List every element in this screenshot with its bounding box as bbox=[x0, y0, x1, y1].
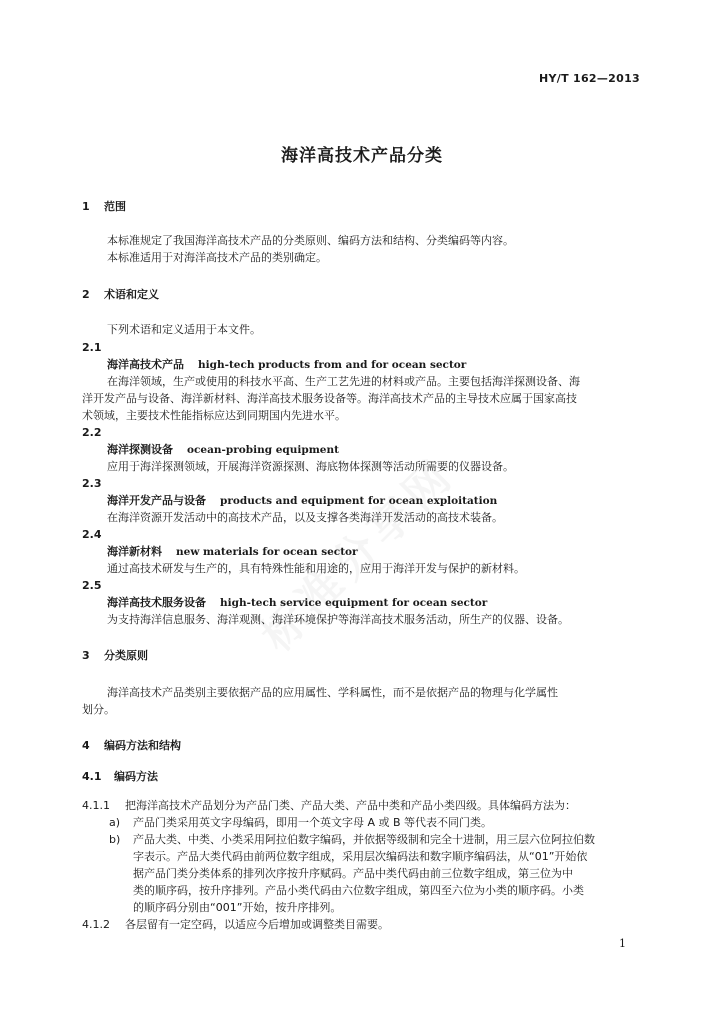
section-number: 3 bbox=[82, 649, 90, 662]
definition-line: 应用于海洋探测领域，开展海洋资源探测、海底物体探测等活动所需要的仪器设备。 bbox=[107, 460, 514, 473]
term-title bbox=[107, 594, 487, 612]
list-item: 产品门类采用英文字母编码，即用一个英文字母 A 或 B 等代表不同门类。 bbox=[133, 816, 493, 829]
subsection-number: 4.1 bbox=[82, 770, 102, 783]
term-en: ocean-probing equipment bbox=[187, 444, 339, 456]
section-heading: 术语和定义 bbox=[104, 288, 159, 301]
paragraph: 海洋高技术产品类别主要依据产品的应用属性、学科属性，而不是依据产品的物理与化学属性 bbox=[107, 686, 558, 699]
subsection-heading: 编码方法 bbox=[114, 770, 158, 783]
section-number: 1 bbox=[82, 200, 90, 213]
term-en: new materials for ocean sector bbox=[176, 546, 358, 558]
term-en: high-tech service equipment for ocean sector bbox=[220, 597, 488, 609]
term-number: 2.5 bbox=[82, 579, 102, 592]
paragraph: 本标准适用于对海洋高技术产品的类别确定。 bbox=[107, 251, 327, 264]
section-heading: 分类原则 bbox=[104, 649, 148, 662]
clause-number: 4.1.1 bbox=[82, 799, 110, 812]
term-number: 2.2 bbox=[82, 426, 102, 439]
clause-text: 各层留有一定空码，以适应今后增加或调整类目需要。 bbox=[125, 918, 389, 931]
paragraph: 划分。 bbox=[82, 703, 115, 716]
section-heading: 范围 bbox=[104, 200, 126, 213]
list-item: 产品大类、中类、小类采用阿拉伯数字编码，并依据等级制和完全十进制，用三层六位阿拉伯数 bbox=[133, 833, 595, 846]
paragraph: 本标准规定了我国海洋高技术产品的分类原则、编码方法和结构、分类编码等内容。 bbox=[107, 234, 514, 247]
definition-line: 为支持海洋信息服务、海洋观测、海洋环境保护等海洋高技术服务活动，所生产的仪器、设备。 bbox=[107, 613, 569, 626]
page-number: 1 bbox=[619, 937, 626, 950]
term-number: 2.3 bbox=[82, 477, 102, 490]
definition-line: 在海洋领域，生产或使用的科技水平高、生产工艺先进的材料或产品。主要包括海洋探测设备、海 bbox=[107, 375, 580, 388]
list-item: 类的顺序码，按升序排列。产品小类代码由六位数字组成，第四至六位为小类的顺序码。小类 bbox=[133, 884, 584, 897]
definition-line: 术领域，主要技术性能指标应达到同期国内先进水平。 bbox=[82, 409, 346, 422]
clause-number: 4.1.2 bbox=[82, 918, 110, 931]
term-title bbox=[107, 356, 466, 374]
term-cn: 海洋高技术产品 bbox=[107, 358, 184, 371]
term-title bbox=[107, 492, 497, 510]
term-number: 2.1 bbox=[82, 341, 102, 354]
list-marker: a) bbox=[109, 816, 121, 829]
section-heading: 编码方法和结构 bbox=[104, 739, 181, 752]
definition-line: 洋开发产品与设备、海洋新材料、海洋高技术服务设备等。海洋高技术产品的主导技术应属于国家高技 bbox=[82, 392, 577, 405]
term-title bbox=[107, 441, 339, 459]
section-number: 2 bbox=[82, 288, 90, 301]
term-en: high-tech products from and for ocean sector bbox=[198, 359, 467, 371]
term-cn: 海洋高技术服务设备 bbox=[107, 596, 206, 609]
standard-code: HY/T 162—2013 bbox=[539, 72, 640, 85]
list-item: 的顺序码分别由“001”开始，按升序排列。 bbox=[133, 901, 342, 914]
section-number: 4 bbox=[82, 739, 90, 752]
term-title bbox=[107, 543, 358, 561]
paragraph: 下列术语和定义适用于本文件。 bbox=[107, 323, 261, 336]
term-number: 2.4 bbox=[82, 528, 102, 541]
page-title: 海洋高技术产品分类 bbox=[281, 146, 443, 166]
term-cn: 海洋开发产品与设备 bbox=[107, 494, 206, 507]
list-item: 字表示。产品大类代码由前两位数字组成，采用层次编码法和数字顺序编码法，从“01”开始依 bbox=[133, 850, 588, 863]
clause-text: 把海洋高技术产品划分为产品门类、产品大类、产品中类和产品小类四级。具体编码方法为： bbox=[125, 799, 576, 812]
term-en: products and equipment for ocean exploitation bbox=[220, 495, 498, 507]
definition-line: 通过高技术研发与生产的，具有特殊性能和用途的，应用于海洋开发与保护的新材料。 bbox=[107, 562, 525, 575]
list-item: 据产品门类分类体系的排列次序按升序赋码。产品中类代码由前三位数字组成，第三位为中 bbox=[133, 867, 573, 880]
definition-line: 在海洋资源开发活动中的高技术产品，以及支撑各类海洋开发活动的高技术装备。 bbox=[107, 511, 503, 524]
list-marker: b) bbox=[109, 833, 121, 846]
term-cn: 海洋新材料 bbox=[107, 545, 162, 558]
term-cn: 海洋探测设备 bbox=[107, 443, 173, 456]
